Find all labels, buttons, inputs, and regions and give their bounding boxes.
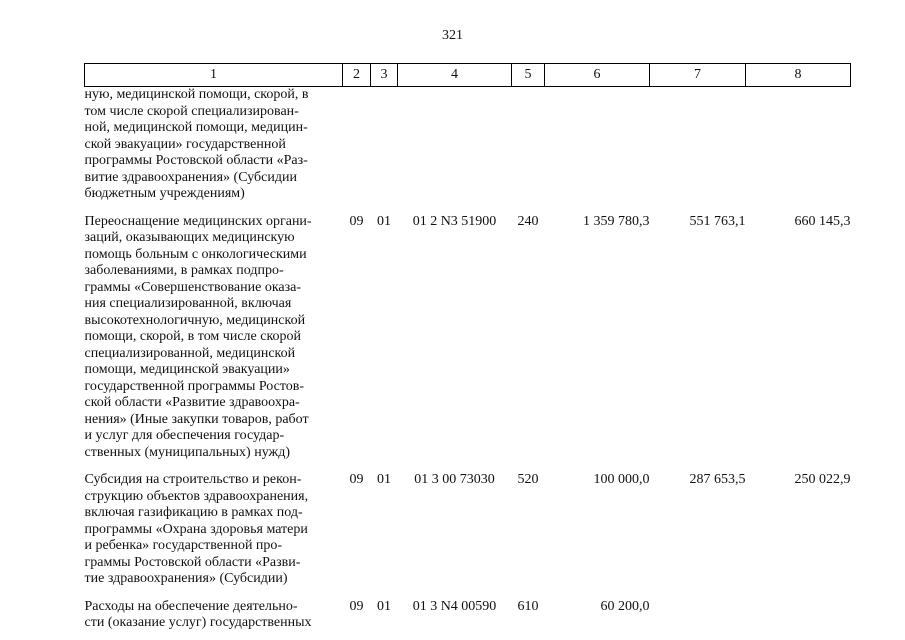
description-line: ской области «Развитие здравоохра- (84, 395, 300, 410)
cell-rz: 09 (349, 472, 364, 487)
cell-vr: 610 (517, 598, 539, 614)
cell-year1: 60 200,0 (600, 598, 650, 614)
cell-pr (371, 87, 398, 203)
description-line: высокотехнологичную, медицинской (84, 312, 306, 328)
description-line: бюджетным учреждениям) (84, 186, 245, 201)
description-line: граммы Ростовской области «Разви- (84, 554, 301, 570)
description-line: Расходы на обеспечение деятельно- (84, 598, 298, 614)
header-row (85, 64, 851, 87)
cell-pr: 01 (377, 472, 391, 487)
column-header: 3 (371, 64, 398, 87)
description-line: граммы «Совершенствование оказа- (84, 279, 302, 295)
cell-year2: 551 763,1 (689, 213, 746, 229)
description-line: Переоснащение медицинских органи- (84, 213, 312, 229)
cell-year2 (650, 599, 746, 632)
cell-year2 (650, 87, 746, 203)
cell-csr (398, 87, 512, 203)
table-row (85, 87, 851, 203)
description-line: специализированной, медицинской (84, 345, 296, 361)
cell-year1: 1 359 780,3 (583, 213, 650, 229)
column-header: 4 (398, 64, 512, 87)
cell-year3: 250 022,9 (794, 472, 851, 487)
cell-year3 (746, 87, 851, 203)
column-header: 6 (545, 64, 650, 87)
cell-pr: 01 (377, 598, 391, 614)
description-line: помощи, медицинской эвакуации» (84, 362, 290, 377)
cell-csr: 01 2 N3 51900 (412, 213, 497, 229)
description-line: включая газификацию в рамках под- (84, 505, 303, 520)
description-line: ской эвакуации» государственной (84, 136, 286, 152)
description-line: государственной программы Ростов- (84, 378, 305, 394)
cell-pr: 01 (377, 213, 391, 229)
row-description (85, 472, 343, 588)
description-line: тие здравоохранения» (Субсидии) (84, 571, 288, 586)
cell-vr: 240 (517, 213, 539, 229)
column-header: 1 (85, 64, 343, 87)
description-line: и услуг для обеспечения государ- (84, 428, 285, 443)
cell-year2: 287 653,5 (689, 472, 746, 487)
description-line: ния специализированной, включая (84, 296, 292, 311)
column-header: 5 (512, 64, 545, 87)
cell-vr: 520 (517, 472, 539, 487)
description-line: ной, медицинской помощи, медицин- (84, 120, 308, 135)
cell-year1 (545, 87, 650, 203)
cell-rz: 09 (349, 213, 364, 229)
cell-csr: 01 3 00 73030 (414, 472, 495, 487)
budget-table (84, 63, 851, 632)
description-line: помощи, скорой, в том числе скорой (84, 329, 302, 344)
cell-vr (512, 87, 545, 203)
row-description (85, 599, 343, 632)
table-row (85, 214, 851, 462)
description-line: том числе скорой специализирован- (84, 103, 299, 119)
column-header: 2 (343, 64, 371, 87)
cell-csr: 01 3 N4 00590 (412, 598, 497, 614)
description-line: и ребенка» государственной про- (84, 538, 283, 553)
table-row (85, 599, 851, 632)
cell-rz: 09 (349, 598, 364, 614)
table-row (85, 472, 851, 588)
description-line: заций, оказывающих медицинскую (84, 230, 295, 245)
column-header: 7 (650, 64, 746, 87)
cell-rz (343, 87, 371, 203)
description-line: программы Ростовской области «Раз- (84, 153, 308, 168)
column-header: 8 (746, 64, 851, 87)
description-line: витие здравоохранения» (Субсидии (84, 169, 297, 185)
description-line: ную, медицинской помощи, скорой, в (84, 87, 309, 102)
cell-year3 (746, 599, 851, 632)
row-description (85, 214, 343, 462)
description-line: ственных (муниципальных) нужд) (84, 444, 290, 460)
description-line: заболеваниями, в рамках подпро- (84, 263, 284, 278)
description-line: программы «Охрана здоровья матери (84, 521, 308, 537)
page-number: 321 (442, 28, 463, 43)
row-description (85, 87, 343, 203)
description-line: помощь больным с онкологическими (84, 246, 307, 262)
description-line: сти (оказание услуг) государственных (84, 615, 312, 630)
description-line: нения» (Иные закупки товаров, работ (84, 411, 309, 427)
cell-year1: 100 000,0 (593, 472, 650, 487)
description-line: Субсидия на строительство и рекон- (84, 472, 302, 487)
description-line: струкцию объектов здравоохранения, (84, 488, 309, 504)
cell-year3: 660 145,3 (794, 213, 851, 229)
